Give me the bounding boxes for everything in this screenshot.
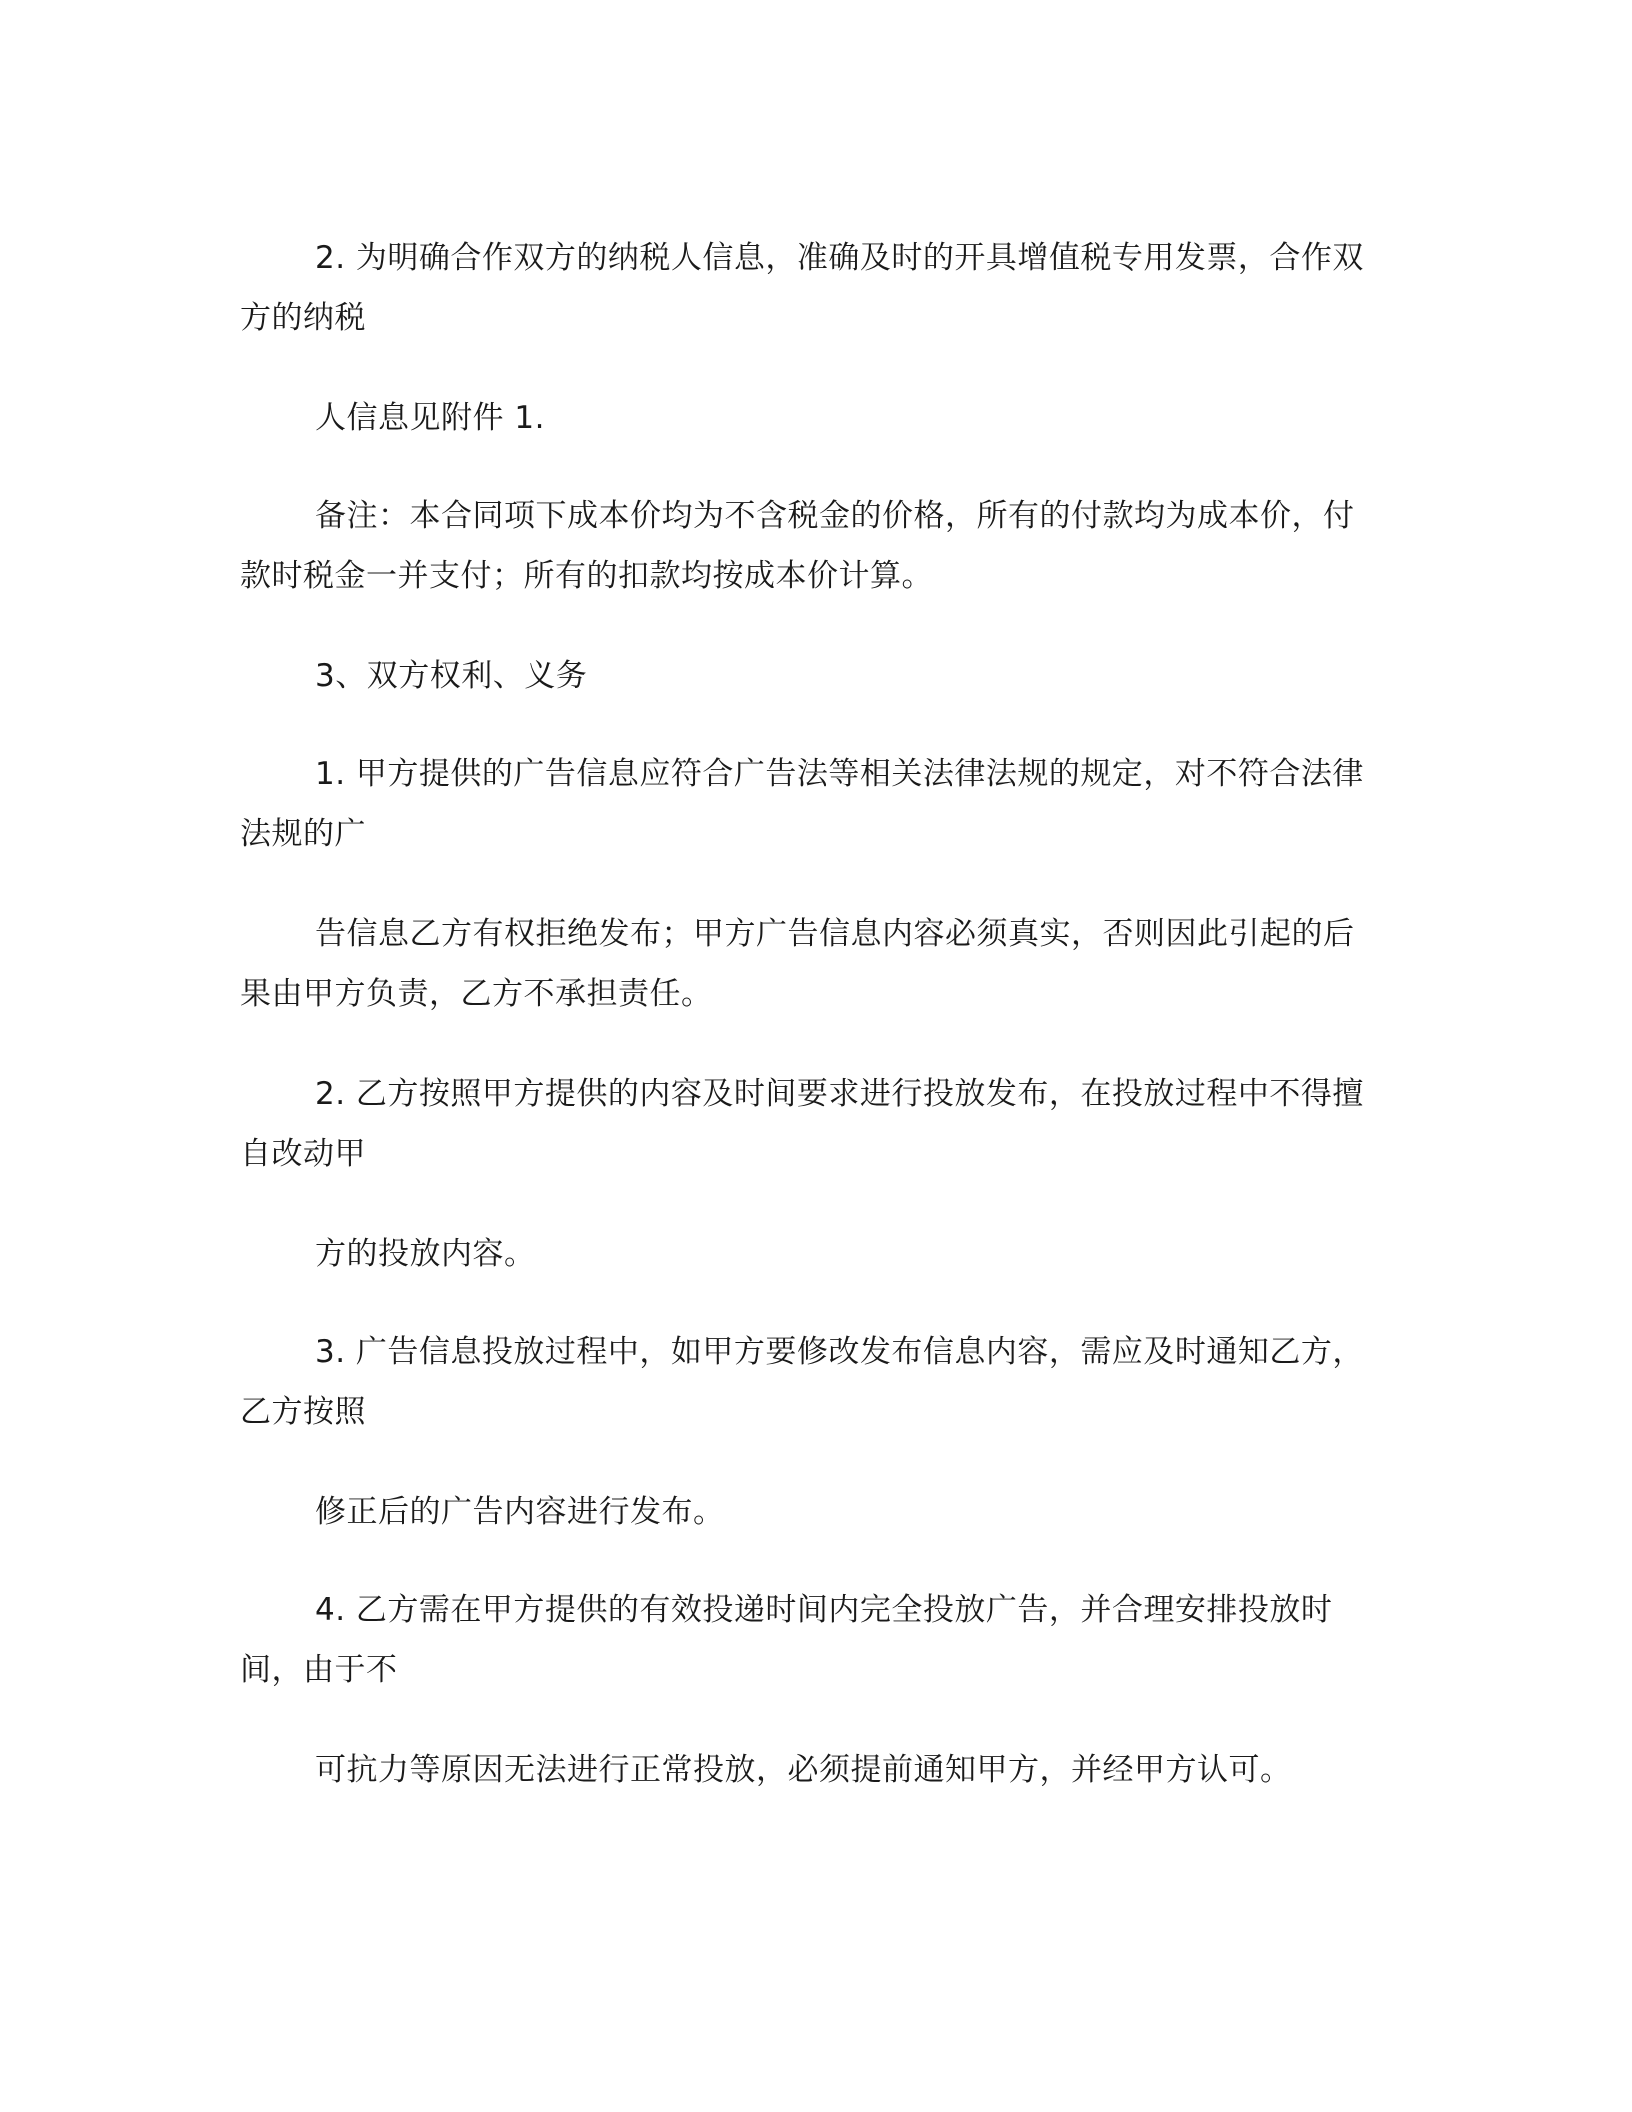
text-line: 方的纳税 — [240, 300, 366, 336]
text-line: 法规的广 — [240, 816, 366, 852]
text-line: 可抗力等原因无法进行正常投放，必须提前通知甲方，并经甲方认可。 — [315, 1752, 1292, 1788]
paragraph-clause-4 — [240, 1580, 1390, 1700]
paragraph-remark — [240, 486, 1390, 606]
paragraph-clause-1-cont — [240, 904, 1390, 1024]
text-line: 1. 甲方提供的广告信息应符合广告法等相关法律法规的规定，对不符合法律 — [315, 756, 1364, 792]
text-line: 4. 乙方需在甲方提供的有效投递时间内完全投放广告，并合理安排投放时 — [315, 1592, 1333, 1628]
text-line: 2. 乙方按照甲方提供的内容及时间要求进行投放发布，在投放过程中不得擅 — [315, 1076, 1364, 1112]
text-line: 修正后的广告内容进行发布。 — [315, 1494, 725, 1530]
text-line: 3、双方权利、义务 — [315, 658, 588, 694]
text-line: 3. 广告信息投放过程中，如甲方要修改发布信息内容，需应及时通知乙方， — [315, 1334, 1364, 1370]
paragraph-clause-1 — [240, 744, 1390, 864]
paragraph-clause-3-cont — [240, 1482, 1390, 1542]
text-line: 人信息见附件 1. — [315, 400, 545, 436]
text-line: 自改动甲 — [240, 1136, 366, 1172]
paragraph-taxpayer-info — [240, 228, 1390, 348]
paragraph-clause-3 — [240, 1322, 1390, 1442]
text-line: 方的投放内容。 — [315, 1236, 536, 1272]
text-line: 告信息乙方有权拒绝发布；甲方广告信息内容必须真实，否则因此引起的后 — [315, 916, 1355, 952]
paragraph-clause-2-cont — [240, 1224, 1390, 1284]
paragraph-attachment-ref — [240, 388, 1390, 448]
text-line: 款时税金一并支付；所有的扣款均按成本价计算。 — [240, 558, 933, 594]
text-line: 果由甲方负责，乙方不承担责任。 — [240, 976, 713, 1012]
paragraph-clause-4-cont — [240, 1740, 1390, 1800]
text-line: 备注：本合同项下成本价均为不含税金的价格，所有的付款均为成本价，付 — [315, 498, 1355, 534]
paragraph-clause-2 — [240, 1064, 1390, 1184]
text-line: 乙方按照 — [240, 1394, 366, 1430]
section-heading-rights-obligations — [240, 646, 1390, 706]
text-line: 2. 为明确合作双方的纳税人信息，准确及时的开具增值税专用发票，合作双 — [315, 240, 1364, 276]
text-line: 间，由于不 — [240, 1652, 398, 1688]
